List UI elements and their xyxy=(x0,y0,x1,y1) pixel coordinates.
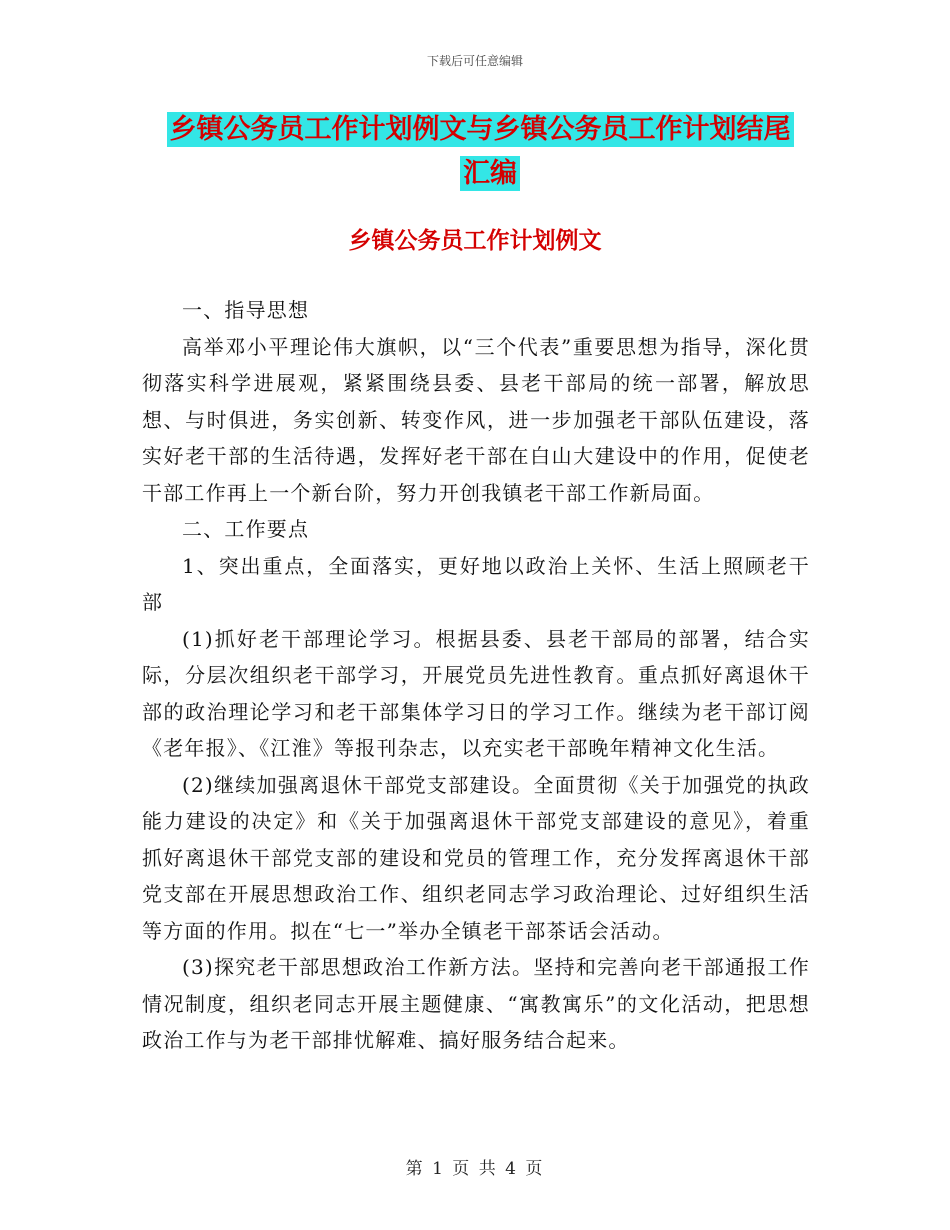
paragraph: (2)继续加强离退休干部党支部建设。全面贯彻《关于加强党的执政能力建设的决定》和《关于加强离退休干部党支部建设的意见》，着重抓好离退休干部党支部的建设和党员的管理工作，充分发挥离退休干部党支部在开展思想政治工作、组织老同志学习政治理论、过好组织生活等方面的作用。拟在“七一”举办全镇老干部茶话会活动。 xyxy=(142,772,810,943)
paragraph: 高举邓小平理论伟大旗帜，以“三个代表”重要思想为指导，深化贯彻落实科学进展观，紧紧围绕县委、县老干部局的统一部署，解放思想、与时俱进，务实创新、转变作风，进一步加强老干部队伍建设，落实好老干部的生活待遇，发挥好老干部在白山大建设中的作用，促使老干部工作再上一个新台阶，努力开创我镇老干部工作新局面。 xyxy=(142,334,810,505)
document-title-text-1: 乡镇公务员工作计划例文与乡镇公务员工作计划结尾 xyxy=(167,112,794,147)
header-note: 下载后可任意编辑 xyxy=(426,54,523,68)
paragraph: (3)探究老干部思想政治工作新方法。坚持和完善向老干部通报工作情况制度，组织老同志开展主题健康、“寓教寓乐”的文化活动，把思想政治工作与为老干部排忧解难、搞好服务结合起来。 xyxy=(142,955,810,1052)
document-title-line-2 xyxy=(140,150,840,198)
paragraph: 1、突出重点，全面落实，更好地以政治上关怀、生活上照顾老干部 xyxy=(142,553,810,614)
document-body xyxy=(142,292,810,1059)
document-title-line-1 xyxy=(100,106,860,154)
page-footer: 第 1 页 共 4 页 xyxy=(405,1159,545,1179)
heading-guiding-ideology: 一、指导思想 xyxy=(182,298,310,322)
document-title-text-2: 汇编 xyxy=(460,156,520,191)
paragraph: (1)抓好老干部理论学习。根据县委、县老干部局的部署，结合实际，分层次组织老干部学习，开展党员先进性教育。重点抓好离退休干部的政治理论学习和老干部集体学习日的学习工作。继续为老干部订阅《老年报》、《江淮》等报刊杂志，以充实老干部晚年精神文化生活。 xyxy=(142,626,810,760)
heading-work-points: 二、工作要点 xyxy=(182,517,310,541)
section-title: 乡镇公务员工作计划例文 xyxy=(348,228,602,254)
